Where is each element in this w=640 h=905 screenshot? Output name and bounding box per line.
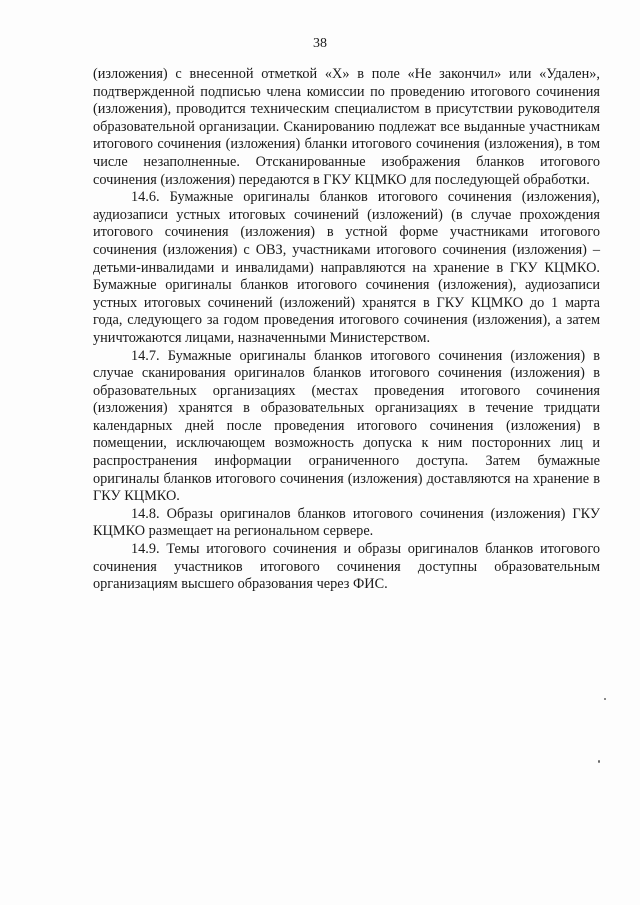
paragraph-14-9: 14.9. Темы итогового сочинения и образы оригиналов бланков итогового сочинения участников итогового сочинения доступны образовательным организациям высшего образования через ФИС. <box>93 541 600 593</box>
paragraph-continuation: (изложения) с внесенной отметкой «Х» в поле «Не закончил» или «Удален», подтвержденной подписью члена комиссии по проведению итогового сочинения (изложения), проводится техническим специалистом в присутствии руководителя образовательной организации. Сканированию подлежат все выданные участникам итогового сочинения (изложения) бланки итогового сочинения (изложения), в том числе незаполненные. Отсканированные изображения бланков итогового сочинения (изложения) передаются в ГКУ КЦМКО для последующей обработки. <box>93 66 600 188</box>
page-number: 38 <box>313 36 327 51</box>
paragraph-14-7: 14.7. Бумажные оригиналы бланков итогового сочинения (изложения) в случае сканирования оригиналов бланков итогового сочинения (изложения) в образовательных организациях (местах проведения итогового сочинения (изложения) хранятся в образовательных организациях в течение тридцати календарных дней после проведения итогового сочинения (изложения) в помещении, исключающем возможность допуска к ним посторонних лиц и распространения информации ограниченного доступа. Затем бумажные оригиналы бланков итогового сочинения (изложения) доставляются на хранение в ГКУ КЦМКО. <box>93 347 600 505</box>
paragraph-14-6: 14.6. Бумажные оригиналы бланков итогового сочинения (изложения), аудиозаписи устных итоговых сочинений (изложений) (в случае прохождения итогового сочинения (изложения) в устной форме участниками итогового сочинения (изложения) с ОВЗ, участниками итогового сочинения (изложения) – детьми-инвалидами и инвалидами) направляются на хранение в ГКУ КЦМКО. Бумажные оригиналы бланков итогового сочинения (изложения), аудиозаписи устных итоговых сочинений (изложений) хранятся в ГКУ КЦМКО до 1 марта года, следующего за годом проведения итогового сочинения (изложения), а затем уничтожаются лицами, назначенными Министерством. <box>93 189 600 346</box>
document-body <box>93 66 600 594</box>
scan-speck <box>598 760 600 763</box>
paragraph-14-8: 14.8. Образы оригиналов бланков итогового сочинения (изложения) ГКУ КЦМКО размещает на региональном сервере. <box>93 505 600 540</box>
scan-speck <box>604 698 606 700</box>
